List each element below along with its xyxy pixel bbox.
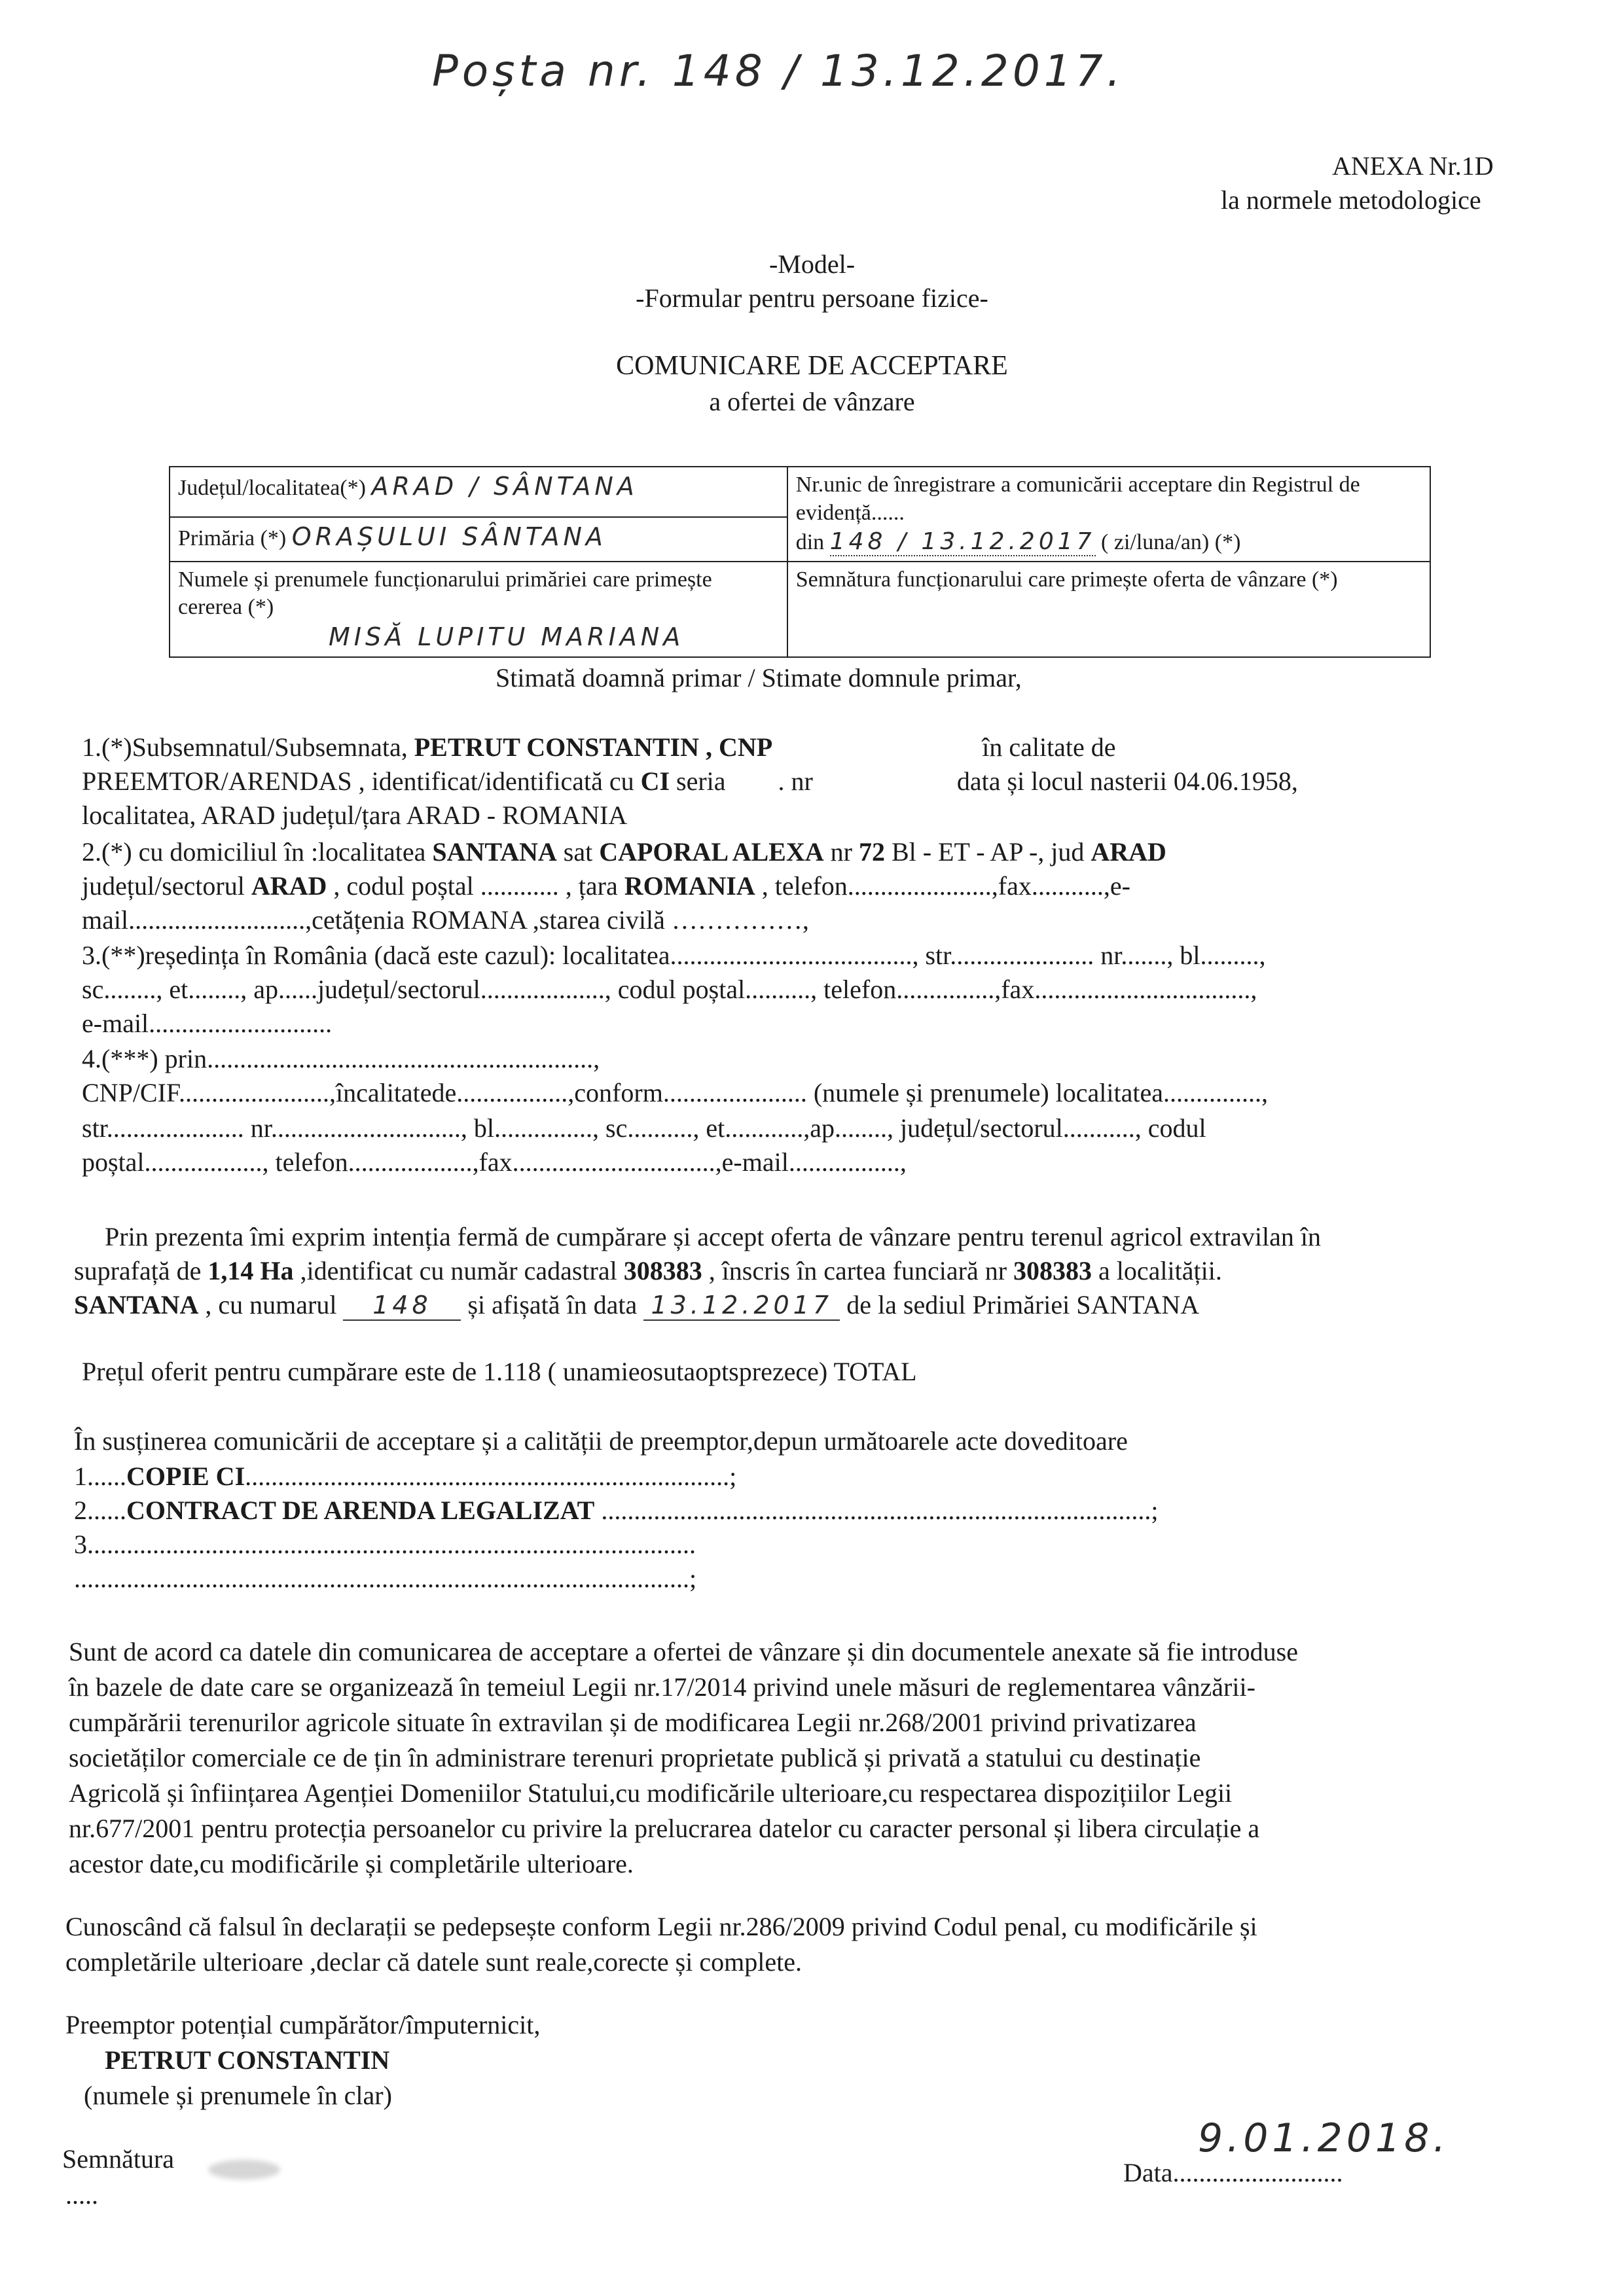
display-date: 13.12.2017 bbox=[643, 1291, 840, 1321]
p3-line2: sc........, et........, ap......județul/sectorul..................., codul poștal.........., telefon...............,fax................................., bbox=[82, 975, 1257, 1004]
signatory-name-hint: (numele și prenumele în clar) bbox=[84, 2081, 392, 2110]
p3-line1: 3.(**)reședința în România (dacă este cazul): localitatea....................................., str...................... nr......., bl........., bbox=[82, 941, 1266, 970]
declaration-line-2: completările ulterioare ,declar că datele sunt reale,corecte și complete. bbox=[65, 1947, 802, 1977]
nr-unic-label: Nr.unic de înregistrare a comunicării acceptare din Registrul de evidență...... bbox=[795, 473, 1360, 525]
primaria-cell bbox=[170, 517, 787, 562]
date-label: Data.......................... bbox=[1123, 2158, 1343, 2187]
document-item-2-suffix: ....................................................................................; bbox=[594, 1496, 1159, 1525]
intent-text-e: a localității. bbox=[1098, 1256, 1222, 1285]
functionar-cell bbox=[170, 562, 787, 658]
document-item-2 bbox=[74, 1495, 1158, 1526]
primaria-label: Primăria (*) bbox=[178, 526, 287, 550]
consent-line-6: nr.677/2001 pentru protecția persoanelor cu privire la prelucrarea datelor cu caracter personal și libera circulație a bbox=[69, 1814, 1260, 1843]
declaration-line-1: Cunoscând că falsul în declarații se pedepsește conform Legii nr.286/2009 privind Codul penal, cu modificările și bbox=[65, 1912, 1257, 1941]
intent-text-g: și afișată în data bbox=[467, 1290, 638, 1319]
p4-line2: CNP/CIF.......................,încalitatede.................,conform...................... (numele și prenumele) localitatea..............., bbox=[82, 1078, 1269, 1107]
land-area: 1,14 Ha bbox=[208, 1256, 294, 1285]
intent-text-b: suprafață de bbox=[74, 1256, 202, 1285]
document-item-4: ..............................................................................................; bbox=[74, 1564, 697, 1593]
document-item-1-prefix: 1...... bbox=[74, 1462, 126, 1491]
consent-line-5: Agricolă și înființarea Agenției Domeniilor Statului,cu modificările ulterioare,cu respectarea dispozițiilor Legii bbox=[69, 1778, 1233, 1808]
cnp-label: , CNP bbox=[706, 732, 773, 762]
display-number: 148 bbox=[343, 1291, 461, 1321]
page-title: COMUNICARE DE ACCEPTARE bbox=[616, 351, 1008, 381]
signature-role: Preemptor potențial cumpărător/împuternicit, bbox=[65, 2010, 541, 2039]
p1-text-d: PREEMTOR/ARENDAS , identificat/identificată cu bbox=[82, 766, 634, 796]
ci-label: CI bbox=[640, 766, 670, 796]
judet-value: ARAD / SÂNTANA bbox=[371, 472, 638, 501]
p1-line2 bbox=[82, 766, 1298, 797]
domicile-village: CAPORAL ALEXA bbox=[599, 837, 824, 867]
semnatura-label: Semnătura funcționarului care primește oferta de vânzare (*) bbox=[795, 567, 1338, 592]
p1-text-c: în calitate de bbox=[982, 732, 1116, 762]
documents-intro: În susținerea comunicării de acceptare și a calității de preemptor,depun următoarele acte doveditoare bbox=[74, 1426, 1128, 1456]
page-subtitle: a ofertei de vânzare bbox=[709, 387, 915, 416]
primaria-value: ORAȘULUI SÂNTANA bbox=[291, 522, 607, 551]
signature-label: Semnătura bbox=[62, 2144, 175, 2174]
p2-text-c: nr bbox=[830, 837, 852, 867]
consent-line-4: societăților comerciale ce de țin în administrare terenuri proprietate publică și privată a statului cu destinație bbox=[69, 1743, 1201, 1772]
consent-line-7: acestor date,cu modificările și completările ulterioare. bbox=[69, 1849, 634, 1878]
document-item-1 bbox=[74, 1461, 736, 1492]
domicile-number: 72 bbox=[858, 837, 885, 867]
document-item-2-prefix: 2...... bbox=[74, 1496, 126, 1525]
model-label: -Model- bbox=[768, 249, 856, 279]
consent-line-2: în bazele de date care se organizează în temeiul Legii nr.17/2014 privind unele măsuri de reglementarea vânzării- bbox=[69, 1672, 1255, 1702]
document-item-1-label: COPIE CI bbox=[126, 1462, 245, 1491]
functionar-label: Numele și prenumele funcționarului primăriei care primește cererea (*) bbox=[178, 567, 712, 619]
annex-label: ANEXA Nr.1D bbox=[1332, 151, 1494, 181]
judet-label: Județul/localitatea(*) bbox=[178, 476, 366, 500]
p1-text-e: seria bbox=[676, 766, 726, 796]
domicile-locality: SANTANA bbox=[432, 837, 557, 867]
judet-cell bbox=[170, 467, 787, 517]
document-item-2-label: CONTRACT DE ARENDA LEGALIZAT bbox=[126, 1496, 595, 1525]
din-label: din bbox=[795, 530, 825, 554]
signatory-name: PETRUT CONSTANTIN bbox=[105, 2045, 390, 2075]
intent-text-d: , înscris în cartea funciară nr bbox=[708, 1256, 1007, 1285]
consent-line-3: cumpărării terenurilor agricole situate în extravilan și de modificarea Legii nr.268/2001 privind privatizarea bbox=[69, 1708, 1197, 1737]
p2-line3: mail...........................,cetățenia ROMANA ,starea civilă ……………, bbox=[82, 905, 809, 935]
din-row bbox=[796, 527, 1422, 557]
p2-line2 bbox=[82, 870, 1130, 901]
p2-line1 bbox=[82, 836, 1166, 867]
p2-text-a: 2.(*) cu domiciliul în :localitatea bbox=[82, 837, 426, 867]
domicile-sector: ARAD bbox=[251, 871, 327, 901]
document-item-3: 3............................................................................................. bbox=[74, 1530, 696, 1559]
intent-locality: SANTANA bbox=[74, 1290, 199, 1319]
p2-text-b: sat bbox=[563, 837, 593, 867]
p1-line3: localitatea, ARAD județul/țara ARAD - ROMANIA bbox=[82, 800, 628, 830]
p4-line1: 4.(***) prin..........................................................., bbox=[82, 1044, 600, 1073]
p3-line3: e-mail............................ bbox=[82, 1009, 333, 1038]
intent-line3 bbox=[74, 1289, 1199, 1321]
cadastral-number: 308383 bbox=[623, 1256, 702, 1285]
din-suffix: ( zi/luna/an) (*) bbox=[1101, 530, 1241, 554]
p2-text-d: Bl - ET - AP -, jud bbox=[891, 837, 1085, 867]
signature-date-value: 9.01.2018. bbox=[1198, 2115, 1450, 2161]
intent-line1: Prin prezenta îmi exprim intenția fermă de cumpărare și accept oferta de vânzare pentru terenul agricol extravilan în bbox=[105, 1222, 1322, 1251]
annex-subtitle: la normele metodologice bbox=[1221, 185, 1481, 215]
salutation: Stimată doamnă primar / Stimate domnule primar, bbox=[496, 663, 1022, 692]
registration-table bbox=[169, 466, 1431, 658]
handwritten-registration-note: Poșta nr. 148 / 13.12.2017. bbox=[432, 46, 1125, 96]
p1-text-a: 1.(*)Subsemnatul/Subsemnata, bbox=[82, 732, 408, 762]
domicile-country: ROMANIA bbox=[624, 871, 755, 901]
signature-mark bbox=[208, 2160, 280, 2179]
p2-text-g: , telefon......................,fax...........,e- bbox=[761, 871, 1130, 901]
intent-text-c: ,identificat cu număr cadastral bbox=[300, 1256, 617, 1285]
applicant-name: PETRUT CONSTANTIN bbox=[414, 732, 699, 762]
functionar-value: MISĂ LUPITU MARIANA bbox=[329, 622, 685, 651]
consent-line-1: Sunt de acord ca datele din comunicarea de acceptare a ofertei de vânzare și din documentele anexate să fie introduse bbox=[69, 1637, 1298, 1666]
form-type-label: -Formular pentru persoane fizice- bbox=[636, 283, 988, 313]
semnatura-cell bbox=[787, 562, 1430, 658]
land-book-number: 308383 bbox=[1013, 1256, 1092, 1285]
p4-line3: str..................... nr............................., bl..............., sc.........., et............,ap........, județul/sectorul..........., codul bbox=[82, 1113, 1206, 1143]
p1-line1 bbox=[82, 732, 1116, 762]
nr-unic-cell bbox=[787, 467, 1430, 562]
p1-text-f: . nr bbox=[778, 766, 813, 796]
p4-line4: poștal.................., telefon...................,fax...............................,e-mail................., bbox=[82, 1147, 907, 1177]
domicile-county: ARAD bbox=[1091, 837, 1166, 867]
intent-text-f: , cu numarul bbox=[205, 1290, 337, 1319]
p2-text-f: , codul poștal ............ , țara bbox=[333, 871, 618, 901]
p1-text-g: data și locul nasterii 04.06.1958, bbox=[956, 766, 1298, 796]
din-value: 148 / 13.12.2017 bbox=[829, 528, 1096, 555]
price-line: Prețul oferit pentru cumpărare este de 1.118 ( unamieosutaoptsprezece) TOTAL bbox=[82, 1357, 917, 1386]
document-item-1-suffix: ..........................................................................; bbox=[245, 1462, 737, 1491]
intent-text-h: de la sediul Primăriei SANTANA bbox=[846, 1290, 1200, 1319]
intent-line2 bbox=[74, 1255, 1222, 1286]
p2-text-e: județul/sectorul bbox=[82, 871, 245, 901]
signature-dots: ..... bbox=[65, 2180, 98, 2210]
